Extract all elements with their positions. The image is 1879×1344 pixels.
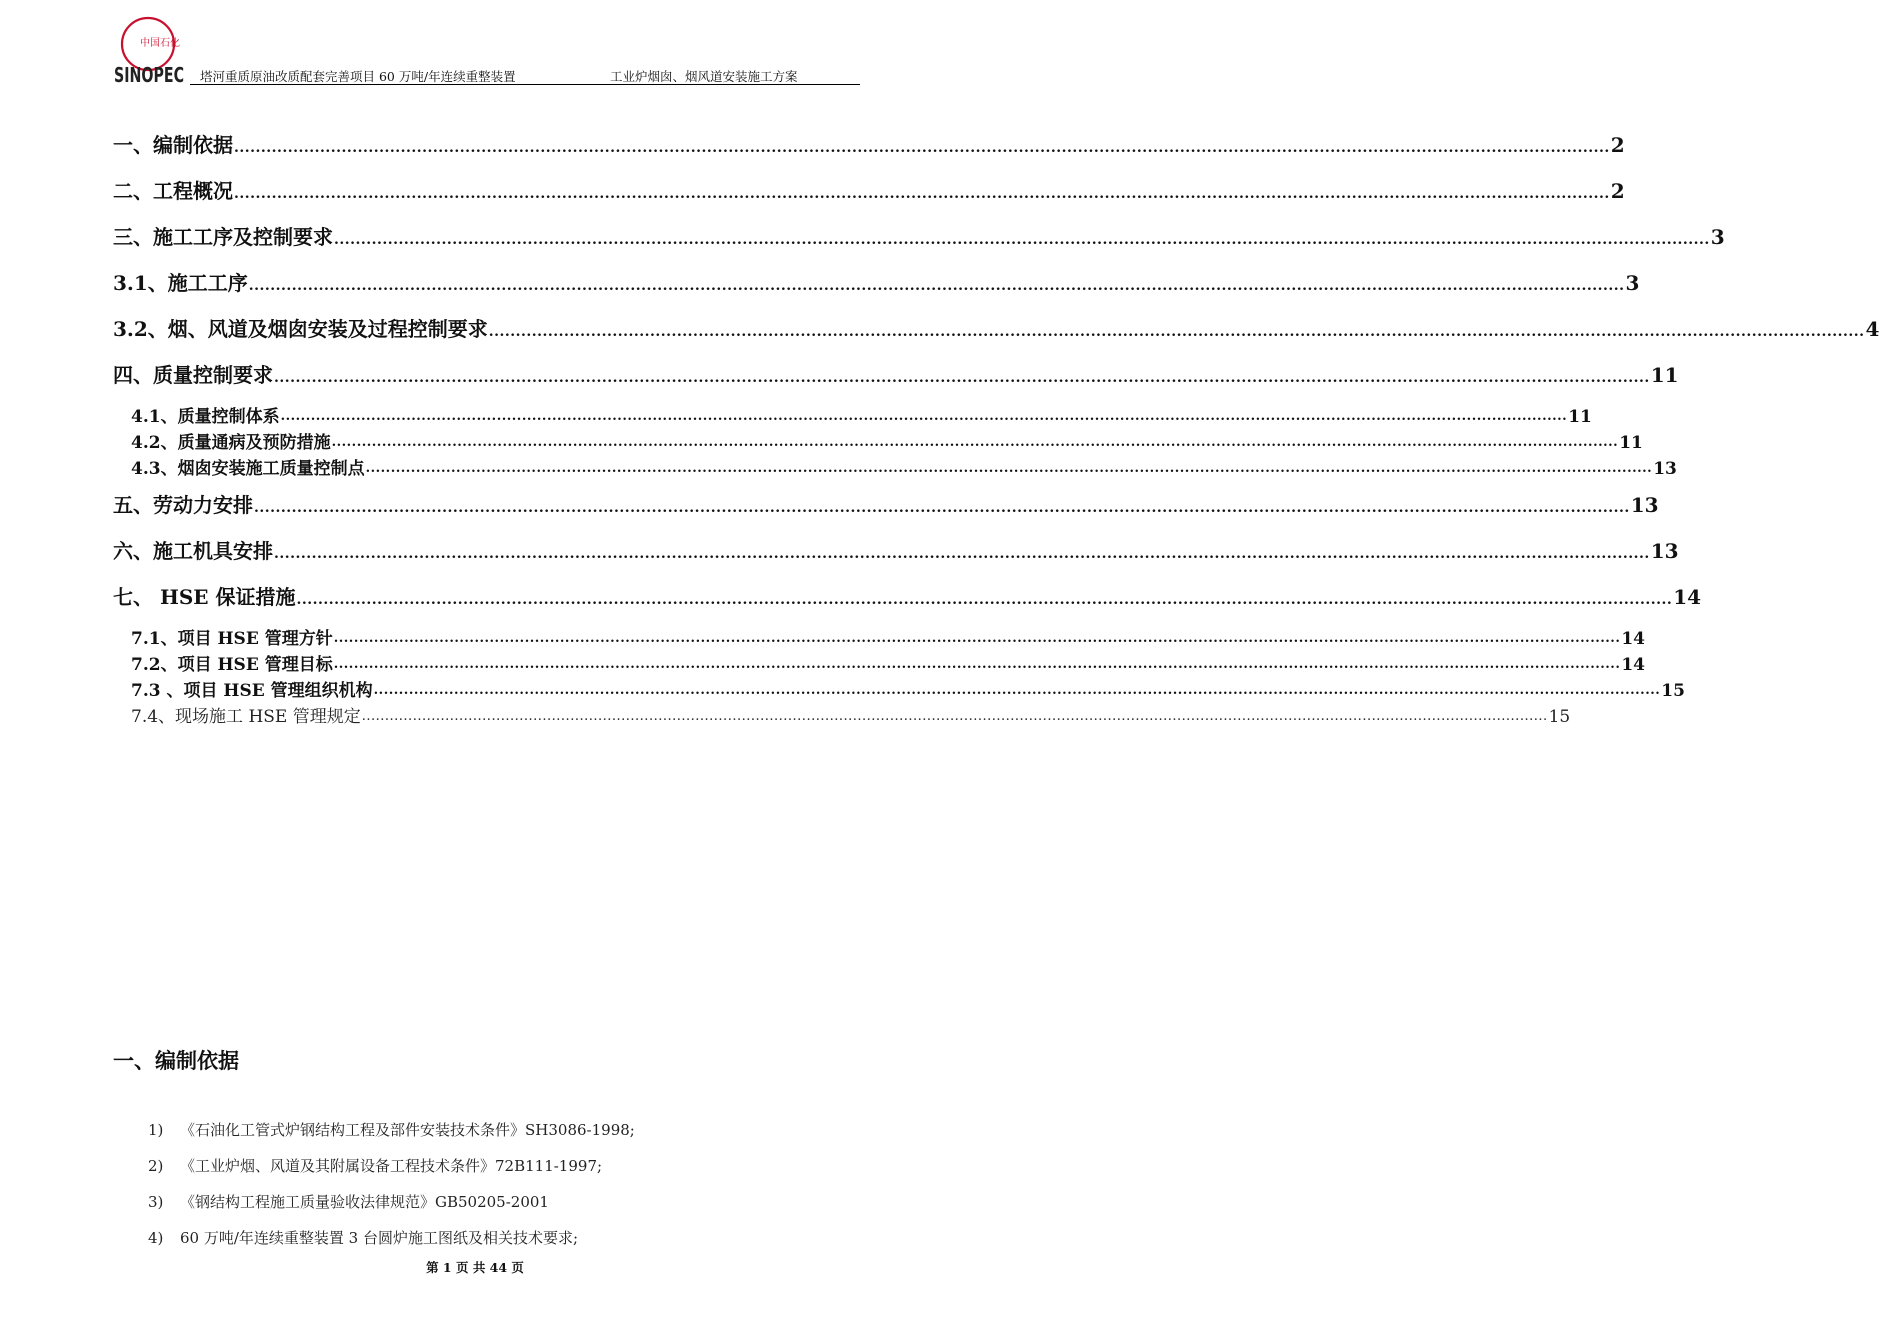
toc-subentry[interactable]: [113, 456, 1677, 482]
toc-entry-page: 2: [1610, 179, 1625, 203]
toc-subentry[interactable]: [113, 404, 1592, 430]
list-item-number: 2): [148, 1157, 164, 1175]
toc-entry-page: 13: [1630, 493, 1659, 517]
logo-text: SINOPEC: [114, 63, 184, 87]
toc-entry-title: 六、施工机具安排: [113, 539, 273, 563]
toc-leader: [334, 220, 1710, 260]
toc-leader: [254, 488, 1630, 528]
toc-entry-page: 2: [1610, 133, 1625, 157]
toc-entry-page: 3: [1625, 271, 1640, 295]
header-doc-title: 工业炉烟囱、烟风道安装施工方案: [610, 69, 798, 84]
section-heading: 一、编制依据: [113, 1048, 239, 1073]
toc-leader: [249, 266, 1625, 306]
list-item-text: 《工业炉烟、风道及其附属设备工程技术条件》72B111-1997;: [180, 1157, 603, 1175]
toc-leader: [489, 312, 1865, 352]
toc-entry-title: 4.2、质量通病及预防措施: [131, 433, 331, 453]
toc-entry-title: 4.1、质量控制体系: [131, 407, 280, 427]
list-item: [148, 1148, 635, 1184]
toc-leader: [274, 534, 1650, 574]
toc-leader: [334, 652, 1621, 678]
toc-entry[interactable]: [113, 306, 1879, 352]
toc-entry-title: 二、工程概况: [113, 179, 233, 203]
toc-entry-title: 五、劳动力安排: [113, 493, 253, 517]
toc-entry-title: 七、 HSE 保证措施: [113, 585, 296, 609]
toc-entry-page: 14: [1621, 629, 1646, 649]
list-item: [148, 1184, 635, 1220]
toc-entry-title: 四、质量控制要求: [113, 363, 273, 387]
list-item-text: 《钢结构工程施工质量验收法律规范》GB50205-2001: [180, 1193, 549, 1211]
toc-subentry[interactable]: [113, 626, 1646, 652]
toc-subentry[interactable]: [113, 678, 1685, 704]
toc-leader: [281, 404, 1568, 430]
list-item-number: 4): [148, 1229, 164, 1247]
toc-entry[interactable]: [113, 482, 1659, 528]
toc-entry-page: 4: [1865, 317, 1879, 341]
toc-entry-title: 3.2、烟、风道及烟囱安装及过程控制要求: [113, 317, 488, 341]
toc-entry-page: 13: [1650, 539, 1679, 563]
toc-entry-title: 4.3、烟囱安装施工质量控制点: [131, 459, 365, 479]
toc-entry-title: 7.3 、项目 HSE 管理组织机构: [131, 681, 373, 701]
toc-entry-page: 3: [1710, 225, 1725, 249]
list-item-text: 《石油化工管式炉钢结构工程及部件安装技术条件》SH3086-1998;: [180, 1121, 635, 1139]
list-item-text: 60 万吨/年连续重整装置 3 台圆炉施工图纸及相关技术要求;: [180, 1229, 579, 1247]
reference-list: [148, 1112, 635, 1256]
toc-entry[interactable]: [113, 260, 1640, 306]
toc-leader: [332, 430, 1619, 456]
toc-leader: [334, 626, 1621, 652]
toc-entry-page: 13: [1653, 459, 1677, 479]
toc-subentry[interactable]: [113, 704, 1571, 730]
logo-cn-text: 中国石化: [140, 38, 180, 49]
toc-subentry[interactable]: [113, 652, 1646, 678]
toc-leader: [366, 456, 1653, 482]
toc-entry-title: 7.2、项目 HSE 管理目标: [131, 655, 333, 675]
toc-entry-page: 11: [1568, 407, 1592, 427]
toc-leader: [374, 678, 1661, 704]
sinopec-logo: [112, 14, 188, 86]
page-footer: 第 1 页 共 44 页: [426, 1260, 524, 1275]
toc-entry-page: 11: [1619, 433, 1643, 453]
toc-leader: [234, 174, 1610, 214]
toc-entry-page: 15: [1661, 681, 1685, 701]
header-rule: [190, 84, 860, 85]
toc-entry-title: 7.4、现场施工 HSE 管理规定: [131, 707, 361, 727]
toc-entry[interactable]: [113, 168, 1625, 214]
toc-leader: [297, 580, 1673, 620]
list-item: [148, 1112, 635, 1148]
toc-entry-title: 3.1、施工工序: [113, 271, 248, 295]
toc-entry-page: 15: [1548, 707, 1571, 727]
toc-leader: [274, 358, 1650, 398]
table-of-contents: [113, 122, 1879, 730]
toc-entry-title: 一、编制依据: [113, 133, 233, 157]
toc-subentry[interactable]: [113, 430, 1643, 456]
toc-entry[interactable]: [113, 528, 1679, 574]
list-item-number: 3): [148, 1193, 164, 1211]
toc-entry[interactable]: [113, 352, 1679, 398]
toc-entry-title: 7.1、项目 HSE 管理方针: [131, 629, 333, 649]
list-item: [148, 1220, 635, 1256]
toc-entry-title: 三、施工工序及控制要求: [113, 225, 333, 249]
toc-entry[interactable]: [113, 122, 1625, 168]
header-project-title: 塔河重质原油改质配套完善项目 60 万吨/年连续重整装置: [200, 69, 516, 84]
toc-entry-page: 14: [1673, 585, 1702, 609]
toc-entry-page: 14: [1621, 655, 1646, 675]
toc-entry-page: 11: [1650, 363, 1679, 387]
toc-leader: [234, 128, 1610, 168]
toc-entry[interactable]: [113, 574, 1702, 620]
toc-entry[interactable]: [113, 214, 1725, 260]
toc-leader: [362, 704, 1548, 730]
list-item-number: 1): [148, 1121, 164, 1139]
